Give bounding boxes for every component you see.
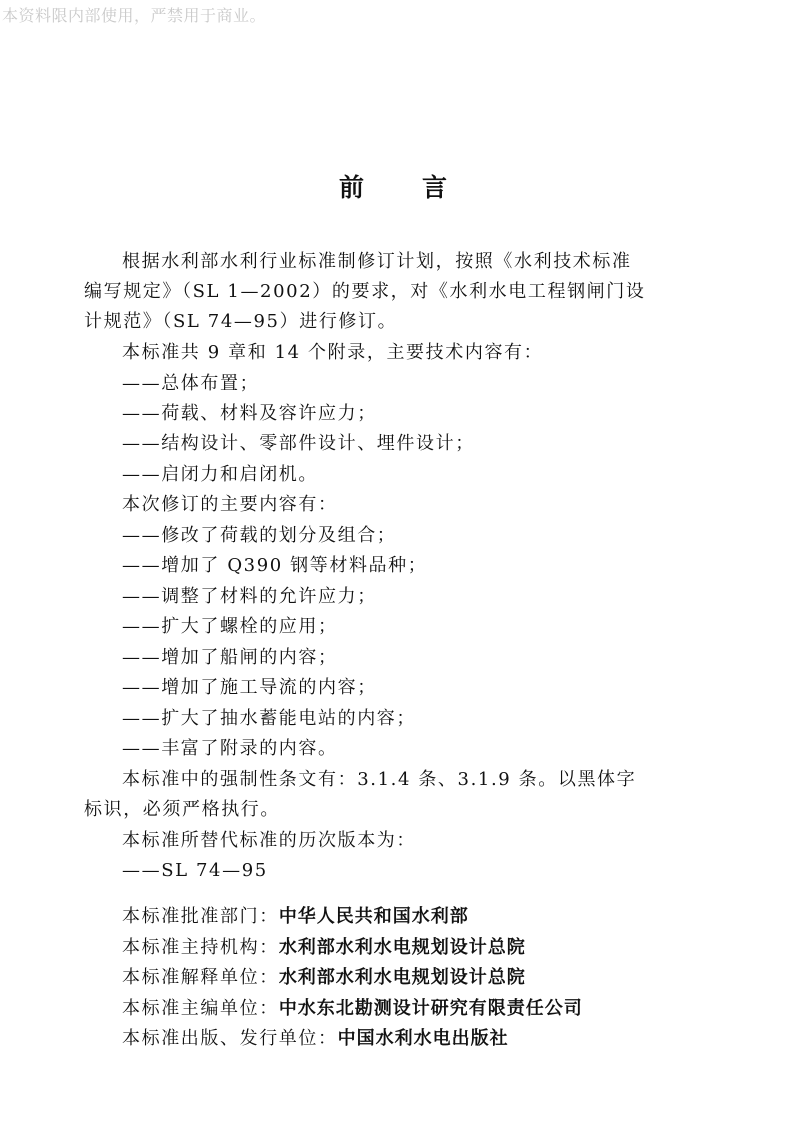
editor-label: 本标准主编单位： (122, 998, 279, 1019)
list-item: ——增加了施工导流的内容； (122, 677, 377, 698)
replaced-item: ——SL 74—95 (122, 860, 268, 881)
replaced-intro: 本标准所替代标准的历次版本为： (122, 830, 416, 851)
publisher-value: 中国水利水电出版社 (337, 1028, 509, 1049)
list-item: ——调整了材料的允许应力； (122, 586, 377, 607)
mandatory-line: 标识，必须严格执行。 (84, 799, 280, 820)
list-item: ——丰富了附录的内容。 (122, 738, 338, 759)
list-item: ——扩大了抽水蓄能电站的内容； (122, 708, 416, 729)
approve-row (122, 902, 469, 932)
intro-line: 根据水利部水利行业标准制修订计划，按照《水利技术标准 (122, 251, 632, 272)
approve-value: 中华人民共和国水利部 (278, 906, 469, 927)
publisher-row (122, 1024, 509, 1054)
list-item: ——增加了船闸的内容； (122, 647, 338, 668)
list-item: ——荷载、材料及容许应力； (122, 403, 377, 424)
editor-row (122, 994, 583, 1024)
host-label: 本标准主持机构： (122, 937, 279, 958)
approve-label: 本标准批准部门： (122, 906, 279, 927)
intro-line: 计规范》（SL 74—95）进行修订。 (84, 311, 398, 332)
publisher-label: 本标准出版、发行单位： (122, 1028, 338, 1049)
watermark: 本资料限内部使用，严禁用于商业。 (2, 6, 267, 25)
page-title: 前言 (338, 173, 505, 202)
host-value: 水利部水利水电规划设计总院 (278, 937, 526, 958)
host-row (122, 933, 526, 963)
list-item: ——总体布置； (122, 373, 260, 394)
interpret-value: 水利部水利水电规划设计总院 (278, 967, 526, 988)
list-item: ——增加了 Q390 钢等材料品种； (122, 555, 428, 576)
intro-line: 编写规定》（SL 1—2002）的要求，对《水利水电工程钢闸门设 (84, 281, 646, 302)
interpret-row (122, 963, 526, 993)
interpret-label: 本标准解释单位： (122, 967, 279, 988)
content-intro: 本标准共 9 章和 14 个附录，主要技术内容有： (122, 342, 544, 363)
mandatory-line: 本标准中的强制性条文有：3.1.4 条、3.1.9 条。以黑体字 (122, 769, 637, 790)
list-item: ——结构设计、零部件设计、埋件设计； (122, 433, 475, 454)
editor-value: 中水东北勘测设计研究有限责任公司 (278, 998, 583, 1019)
revision-intro: 本次修订的主要内容有： (122, 494, 338, 515)
list-item: ——启闭力和启闭机。 (122, 464, 318, 485)
list-item: ——修改了荷载的划分及组合； (122, 525, 397, 546)
list-item: ——扩大了螺栓的应用； (122, 616, 338, 637)
